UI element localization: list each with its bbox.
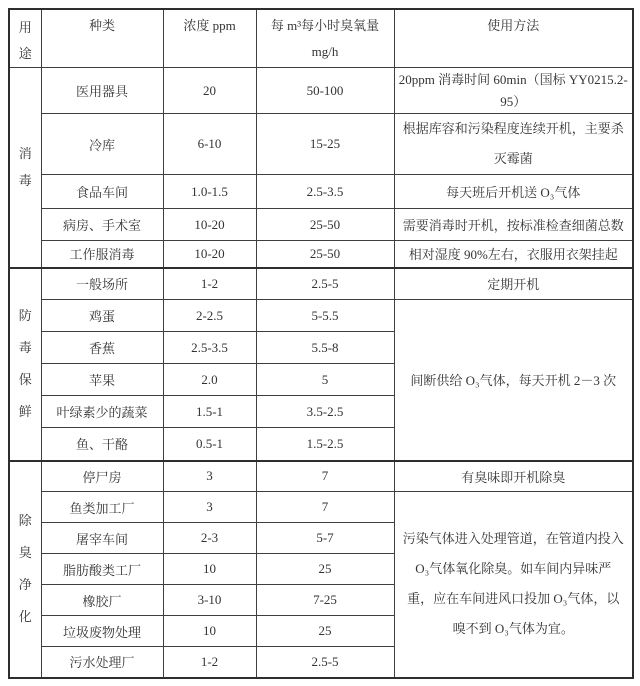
cell-concentration: 1-2: [163, 647, 256, 678]
cell-method-merged: 间断供给 O₃气体，每天开机 2－3 次: [394, 300, 633, 461]
header-ozone-line1: 每 m³每小时臭氧量: [270, 18, 380, 33]
table-row: [9, 209, 633, 241]
table-row: [9, 268, 633, 300]
cell-ozone: 7: [256, 461, 394, 492]
cell-concentration: 10-20: [163, 209, 256, 241]
cell-type: 鸡蛋: [41, 300, 163, 332]
cell-ozone: 25-50: [256, 241, 394, 268]
cell-concentration: 6-10: [163, 114, 256, 175]
cell-ozone: 2.5-3.5: [256, 175, 394, 209]
table-row: [9, 300, 633, 332]
header-ozone-line2: mg/h: [311, 44, 339, 59]
table-row: [9, 492, 633, 523]
cell-ozone: 50-100: [256, 68, 394, 114]
cell-type: 鱼、干酪: [41, 428, 163, 461]
cell-ozone: 2.5-5: [256, 268, 394, 300]
cell-concentration: 0.5-1: [163, 428, 256, 461]
cell-concentration: 3-10: [163, 585, 256, 616]
header-cell-type: 种类: [41, 9, 163, 68]
cell-type: 叶绿素少的蔬菜: [41, 396, 163, 428]
cell-type: 医用器具: [41, 68, 163, 114]
table-row: [9, 461, 633, 492]
table-row: [9, 68, 633, 114]
section-label-deodorization: 除臭净化: [9, 461, 41, 678]
cell-ozone: 5.5-8: [256, 332, 394, 364]
cell-type: 香蕉: [41, 332, 163, 364]
cell-concentration: 2-2.5: [163, 300, 256, 332]
cell-concentration: 2-3: [163, 523, 256, 554]
cell-ozone: 5: [256, 364, 394, 396]
cell-type: 垃圾废物处理: [41, 616, 163, 647]
cell-ozone: 7-25: [256, 585, 394, 616]
cell-method: 相对湿度 90%左右，衣服用衣架挂起: [394, 241, 633, 268]
cell-ozone: 25-50: [256, 209, 394, 241]
cell-concentration: 10: [163, 554, 256, 585]
header-use-label: 用途: [18, 20, 32, 61]
cell-method-merged: 污染气体进入处理管道，在管道内投入 O₃气体氧化除臭。如车间内异味严重，应在车间进风口投加 O₃气体，以嗅不到 O₃气体为宜。: [394, 492, 633, 678]
cell-method: 根据库容和污染程度连续开机，主要杀灭霉菌: [394, 114, 633, 175]
header-cell-method: 使用方法: [394, 9, 633, 68]
table-header-row: [9, 9, 633, 68]
header-cell-ozone: [256, 9, 394, 68]
cell-type: 脂肪酸类工厂: [41, 554, 163, 585]
cell-ozone: 15-25: [256, 114, 394, 175]
cell-method: 每天班后开机送 O₃气体: [394, 175, 633, 209]
table-row: [9, 114, 633, 175]
cell-method: 需要消毒时开机，按标准检查细菌总数: [394, 209, 633, 241]
header-cell-concentration: 浓度 ppm: [163, 9, 256, 68]
cell-concentration: 1.5-1: [163, 396, 256, 428]
ozone-usage-table: [8, 8, 634, 679]
cell-ozone: 5-7: [256, 523, 394, 554]
cell-concentration: 10: [163, 616, 256, 647]
cell-method: 20ppm 消毒时间 60min（国标 YY0215.2-95）: [394, 68, 633, 114]
header-cell-use: [9, 9, 41, 68]
cell-ozone: 1.5-2.5: [256, 428, 394, 461]
cell-type: 污水处理厂: [41, 647, 163, 678]
cell-concentration: 1-2: [163, 268, 256, 300]
cell-concentration: 3: [163, 461, 256, 492]
cell-type: 病房、手术室: [41, 209, 163, 241]
cell-concentration: 2.0: [163, 364, 256, 396]
table-row: [9, 175, 633, 209]
cell-method: 有臭味即开机除臭: [394, 461, 633, 492]
table-row: [9, 241, 633, 268]
cell-concentration: 3: [163, 492, 256, 523]
cell-concentration: 1.0-1.5: [163, 175, 256, 209]
cell-type: 停尸房: [41, 461, 163, 492]
cell-type: 橡胶厂: [41, 585, 163, 616]
cell-type: 苹果: [41, 364, 163, 396]
cell-concentration: 10-20: [163, 241, 256, 268]
cell-ozone: 25: [256, 616, 394, 647]
cell-concentration: 20: [163, 68, 256, 114]
section-label-disinfection: 消毒: [9, 68, 41, 268]
cell-type: 冷库: [41, 114, 163, 175]
cell-method: 定期开机: [394, 268, 633, 300]
cell-type: 屠宰车间: [41, 523, 163, 554]
cell-ozone: 3.5-2.5: [256, 396, 394, 428]
section-label-preservation: 防毒保鲜: [9, 268, 41, 461]
cell-type: 工作服消毒: [41, 241, 163, 268]
cell-type: 一般场所: [41, 268, 163, 300]
cell-ozone: 2.5-5: [256, 647, 394, 678]
cell-ozone: 5-5.5: [256, 300, 394, 332]
cell-ozone: 25: [256, 554, 394, 585]
cell-ozone: 7: [256, 492, 394, 523]
cell-type: 鱼类加工厂: [41, 492, 163, 523]
cell-concentration: 2.5-3.5: [163, 332, 256, 364]
cell-type: 食品车间: [41, 175, 163, 209]
